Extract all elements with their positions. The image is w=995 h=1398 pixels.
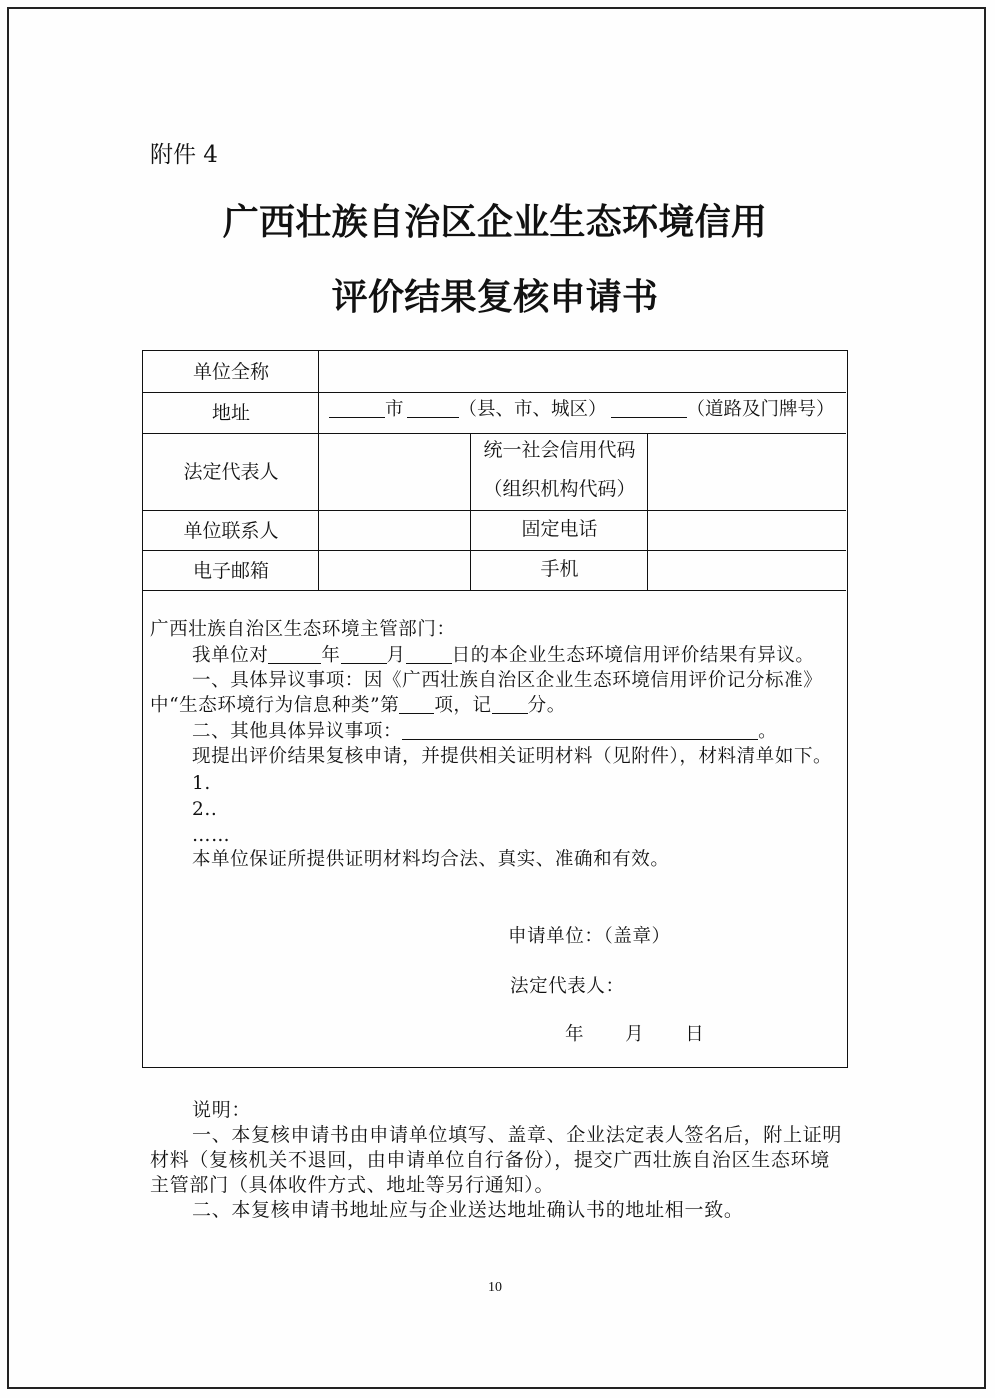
score-blank (492, 695, 528, 715)
org-code-label: （组织机构代码） (483, 478, 636, 500)
other-dispute-blank (402, 721, 758, 741)
notes-heading: 说明： (192, 1099, 252, 1121)
date-day: 日 (685, 1024, 705, 1045)
phone-label: 固定电话 (521, 518, 598, 540)
title-line-2: 评价结果复核申请书 (331, 276, 659, 318)
review-request: 现提出评价结果复核申请，并提供相关证明材料（见附件），材料清单如下。 (192, 746, 833, 767)
item1-cont-prefix: 中“生态环境行为信息种类”第 (150, 695, 400, 716)
dispute-item-1: 一、具体异议事项：因《广西壮族自治区企业生态环境信用评价记分标准》 (192, 670, 823, 691)
date-month: 月 (625, 1024, 645, 1045)
dispute-date-line (192, 643, 815, 669)
item2-suffix: 。 (758, 721, 778, 742)
address-label: 地址 (211, 402, 250, 424)
month-char: 月 (386, 645, 406, 666)
email-label: 电子邮箱 (192, 560, 269, 582)
title-line-1: 广西壮族自治区企业生态环境信用 (222, 201, 768, 243)
note-line-2: 材料（复核机关不退回，由申请单位自行备份），提交广西壮族自治区生态环境 (150, 1149, 831, 1171)
material-list-item: 2.. (192, 799, 218, 820)
date-year: 年 (565, 1024, 585, 1045)
day-blank (406, 645, 452, 665)
page-number: 10 (488, 1280, 502, 1295)
credit-code-label: 统一社会信用代码 (483, 439, 636, 461)
signature-date (565, 1022, 704, 1048)
legal-rep-signature: 法定代表人： (510, 976, 625, 997)
city-blank (329, 399, 385, 419)
legal-rep-label: 法定代表人 (183, 461, 279, 483)
note-line-4: 二、本复核申请书地址应与企业送达地址确认书的地址相一致。 (192, 1199, 744, 1221)
dispute-suffix: 日的本企业生态环境信用评价结果有异议。 (451, 645, 815, 666)
address-line (329, 397, 835, 423)
guarantee-statement: 本单位保证所提供证明材料均合法、真实、准确和有效。 (192, 849, 670, 870)
address-county: （县、市、城区） (458, 399, 607, 420)
note-line-3: 主管部门（具体收件方式、地址等另行通知）。 (150, 1174, 555, 1196)
item2-prefix: 二、其他具体异议事项： (192, 721, 403, 742)
item-number-blank (399, 695, 434, 715)
attachment-label: 附件 4 (150, 142, 218, 168)
road-blank (611, 399, 687, 419)
county-blank (407, 399, 459, 419)
note-line-1: 一、本复核申请书由申请单位填写、盖章、企业法定表人签名后，附上证明 (192, 1124, 843, 1146)
item1-cont-suffix: 分。 (527, 695, 566, 716)
material-list-item: 1. (192, 773, 211, 794)
mobile-label: 手机 (540, 558, 579, 580)
month-blank (341, 645, 387, 665)
letter-salutation: 广西壮族自治区生态环境主管部门： (150, 619, 456, 640)
item1-cont-mid: 项，记 (434, 695, 492, 716)
applicant-seal: 申请单位：（盖章） (508, 926, 671, 947)
dispute-prefix: 我单位对 (192, 645, 269, 666)
material-list-item: …… (192, 825, 231, 846)
contact-label: 单位联系人 (183, 520, 279, 542)
year-char: 年 (321, 645, 341, 666)
address-city: 市 (385, 399, 404, 420)
year-blank (268, 645, 321, 665)
address-road: （道路及门牌号） (686, 399, 835, 420)
unit-name-label: 单位全称 (192, 361, 269, 383)
dispute-item-1-continued (150, 693, 566, 719)
dispute-item-2 (192, 719, 777, 745)
